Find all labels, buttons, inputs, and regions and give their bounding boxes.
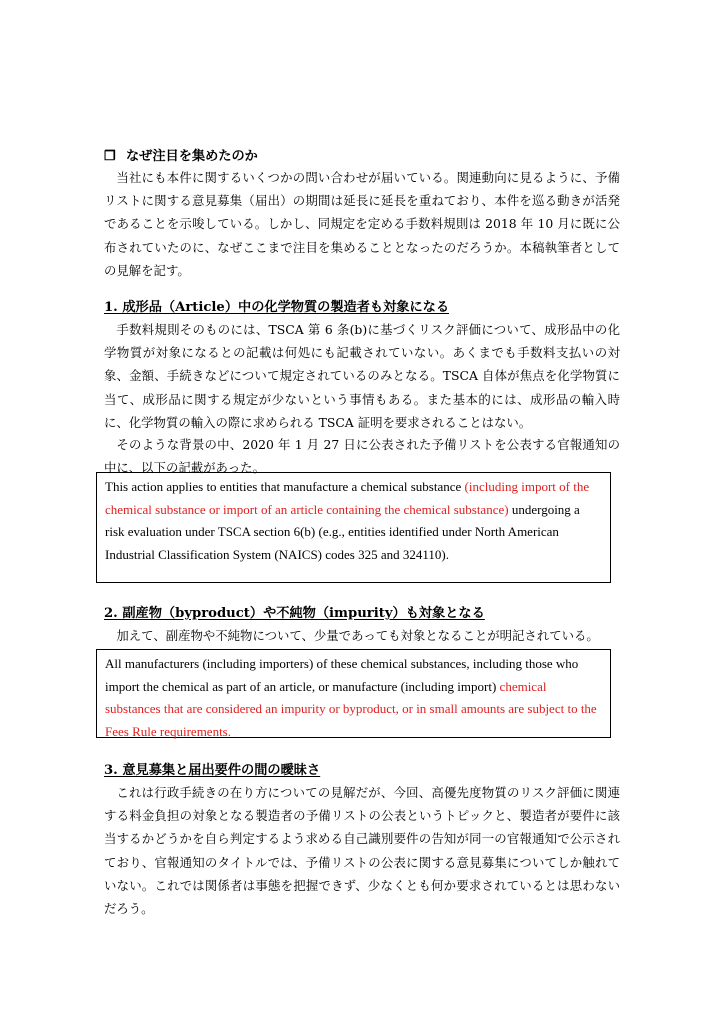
section-heading-why-attention (104, 148, 258, 166)
paragraph: そのような背景の中、2020 年 1 月 27 日に公表された予備リストを公表する官報通知の中に、以下の記載があった。 (104, 437, 620, 476)
quote-box (96, 649, 611, 738)
checkbox-bullet-icon: ❐ (104, 149, 116, 164)
section-title: なぜ注目を集めたのか (126, 149, 258, 164)
paragraph: 手数料規則そのものには、TSCA 第 6 条(b)に基づくリスク評価について、成形品中の化学物質が対象になるとの記載は何処にも記載されていない。あくまでも手数料支払いの対象、金額、手続きなどについて規定されているのみとなる。TSCA 自体が焦点を化学物質に当て、成形品に関する規定が少ないという事情もある。また基本的には、成形品の輸入時に、化学物質の輸入の際に求められる TSCA 証明を要求されることはない。 (104, 322, 620, 430)
section-heading-articles: 1. 成形品（Article）中の化学物質の製造者も対象になる (104, 300, 450, 315)
quote-box (96, 472, 611, 583)
paragraph: 加えて、副産物や不純物について、少量であっても対象となることが明記されている。 (116, 628, 599, 643)
quote-text: undergoing a risk evaluation under TSCA section 6(b) (e.g., entities identified under North American Industrial Classification System (NAICS) codes 325 and 324110). (105, 501, 580, 562)
quote-highlight: (including import of the chemical substance or import of an article containing the chemical substance) (105, 479, 590, 517)
section-heading-ambiguity: 3. 意見募集と届出要件の間の曖昧さ (104, 763, 321, 778)
quote-highlight: chemical substances that are considered an impurity or byproduct, or in small amounts are subject to the Fees Rule requirements. (105, 678, 597, 739)
paragraph: 当社にも本件に関するいくつかの問い合わせが届いている。関連動向に見るように、予備リストに関する意見募集（届出）の期間は延長に延長を重ねており、本件を巡る動きが活発であることを示唆している。しかし、同規定を定める手数料規則は 2018 年 10 月に既に公布されていたのに、なぜここまで注目を集めることとなったのだろうか。本稿執筆者としての見解を記す。 (104, 170, 620, 278)
paragraph: これは行政手続きの在り方についての見解だが、今回、高優先度物質のリスク評価に関連する料金負担の対象となる製造者の予備リストの公表というトピックと、製造者が要件に該当するかどうかを自ら判定するよう求める自己識別要件の告知が同一の官報通知で公示されており、官報通知のタイトルでは、予備リストの公表に関する意見募集についてしか触れていない。これでは関係者は事態を把握できず、少なくとも何か要求されているとは思わないだろう。 (104, 785, 620, 917)
quote-text: All manufacturers (including importers) of these chemical substances, including those who import the chemical as part of an article, or manufacture (including import) (105, 656, 579, 694)
section-heading-byproducts: 2. 副産物（byproduct）や不純物（impurity）も対象となる (104, 606, 485, 621)
quote-text: This action applies to entities that manufacture a chemical substance (105, 479, 465, 494)
